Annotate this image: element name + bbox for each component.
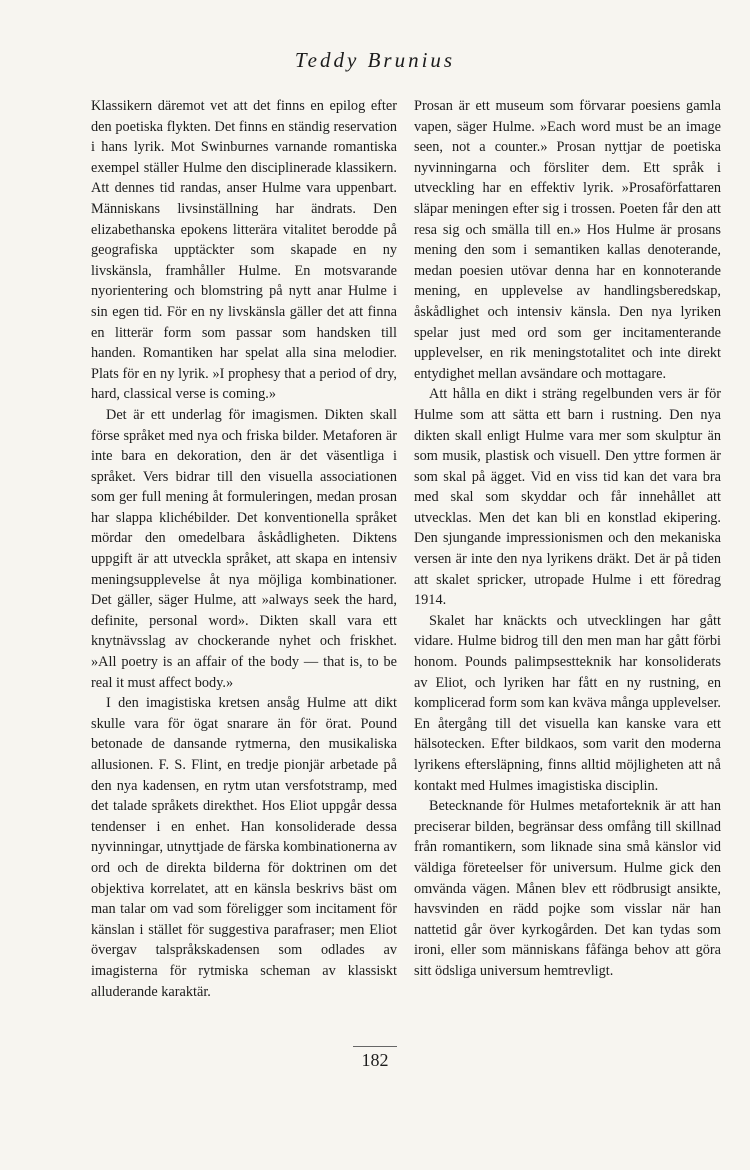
paragraph: Betecknande för Hulmes metaforteknik är att han preciserar bilden, begränsar dess omfång till skillnad från romantikern, som liknade sina små känslor vid väldiga företeelser för universum. Hulme gick den omvända vägen. Månen blev ett rödbrusigt ansikte, havsvinden en rädd pojke som visslar när han nattetid går över kyrkogården. Det kan tydas som ironi, eller som människans fåfänga behov att göra sitt ödsliga universum hemtrevligt. xyxy=(414,798,721,979)
page-number: 182 xyxy=(361,1050,389,1070)
paragraph: Klassikern däremot vet att det finns en epilog efter den poetiska flykten. Det finns en ständig reservation i hans lyrik. Mot Swinburnes varnande romantiska exempel ställer Hulme den disciplinerade klassikern. Att dennes tid randas, anser Hulme vara uppenbart. Människans livsinställning har ändrats. Den elizabethanska epokens litterära vitalitet berodde på geografiska upptäckter som skapade en ny livskänsla, framhåller Hulme. En motsvarande nyorientering och blomstring på nytt anar Hulme i sin egen tid. För en ny livskänsla gäller det att finna en litterär form som passar som handsken till handen. Romantiken har spelat alla sina melodier. Plats för en ny lyrik. »I prophesy that a period of dry, hard, classical verse is coming.» xyxy=(91,98,397,403)
paragraph: Skalet har knäckts och utvecklingen har gått vidare. Hulme bidrog till den men man har gått förbi honom. Pounds palimpsestteknik har konsoliderats av Eliot, och lyriken har fått en ny rustning, en komplicerad form som kan kväva många upplevelser. En återgång till det visuella kan kanske vara ett hälsotecken. Efter bildkaos, som varit den moderna lyrikens eftersläpning, finns alltid möjligheten att nå kontakt med Hulmes imagistiska disciplin. xyxy=(414,612,721,794)
paragraph: Att hålla en dikt i sträng regelbunden vers är för Hulme som att sätta ett barn i rustning. Den nya dikten skall enligt Hulme vara mer som skulptur än som musik, plastisk och visuell. Den yttre formen är som skal på ägget. Vid en viss tid kan det vara bra med skal som skyddar och får innehållet att utvecklas. Men det kan bli en konstlad ekipering. Den sjungande impressionismen och den mekaniska versen är inte den nya lyrikens dräkt. Det är på tiden att skalet spricker, utropade Hulme i ett föredrag 1914. xyxy=(414,386,721,609)
right-column xyxy=(414,96,721,982)
running-title: Teddy Brunius xyxy=(294,48,456,72)
page-number-rule xyxy=(353,1046,397,1047)
paragraph: Prosan är ett museum som förvarar poesiens gamla vapen, säger Hulme. »Each word must be an image seen, not a counter.» Prosan nyttjar de poetiska nyvinningarna och försliter dem. Ett språk i utveckling har en effektiv lyrik. »Prosaförfattaren släpar meningen efter sig i trossen. Poeten får den att resa sig och smälla till en.» Hos Hulme är prosans mening den som i semantiken kallas denoterande, medan poesien utövar denna har en konnoterande mening, en upplevelse av handlingsberedskap, åskådlighet och intensiv känsla. Den nya lyriken spelar just med ord som ger incitamenterande upplevelser, en rik meningstotalitet och inte direkt entydighet mellan avsändare och mottagare. xyxy=(414,98,721,382)
paragraph: Det är ett underlag för imagismen. Dikten skall förse språket med nya och friska bilder. Metaforen är inte bara en dekoration, den är det väsentliga i språket. Vers bidrar till den visuella associationen som ger full mening åt formuleringen, medan prosan har slappa klichébilder. Det konventionella språket mördar den omedelbara åskådligheten. Diktens uppgift är att utveckla språket, att skapa en intensiv meningsupplevelse åt nya möjliga kombinationer. Det gäller, säger Hulme, att »always seek the hard, definite, personal word». Dikten skall vara ett knytnävsslag av chockerande nyhet och friskhet. »All poetry is an affair of the body — that is, to be real it must affect body.» xyxy=(91,406,397,691)
left-column xyxy=(91,96,397,1002)
paragraph: I den imagistiska kretsen ansåg Hulme att dikt skulle vara för ögat snarare än för örat. Pound betonade de dansande rytmerna, den musikaliska allusionen. F. S. Flint, en tredje pionjär arbetade på den nya kadensen, en rytm utan versfotstramp, med det talade språkets direkthet. Hos Eliot uppgår dessa tendenser i en enhet. Han konsoliderade dessa nyvinningar, utnyttjade de färska kombinationerna av ord och de direkta bilderna för doktrinen om det objektiva korrelatet, att en känsla beskrivs bäst om man talar om vad som föreligger som incitament för känslan i stället för suggestiva parafraser; men Eliot övergav talspråkskadensen som odlades av imagisterna för rytmiska scheman av klassiskt alluderande karaktär. xyxy=(91,695,397,1000)
